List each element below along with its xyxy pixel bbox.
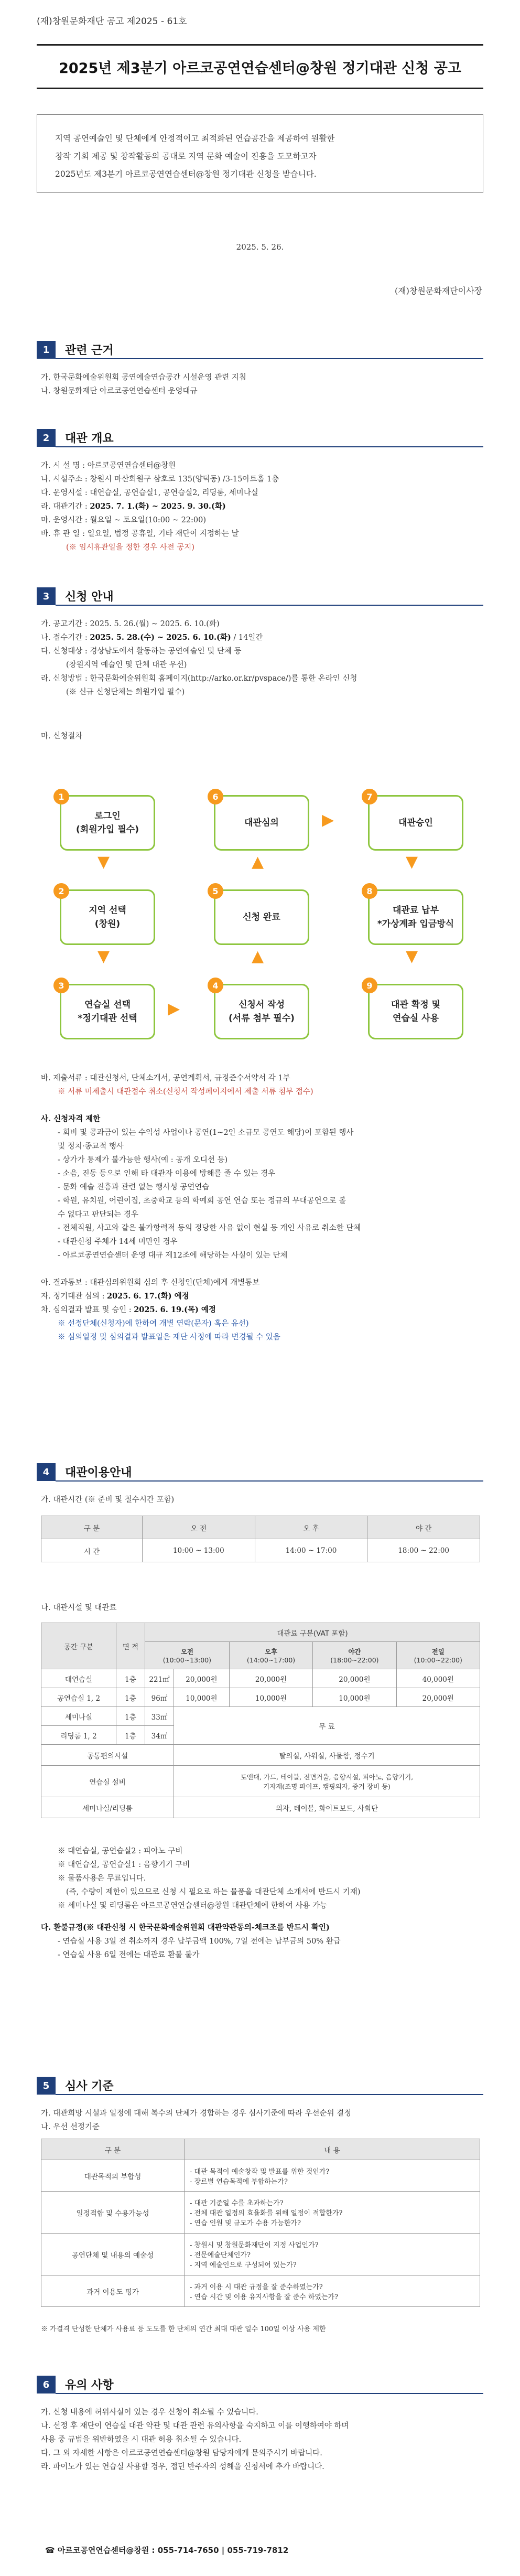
step-number: 5 [208,883,223,899]
text-line: 가. 한국문화예술위원회 공연예술연습공간 시설운영 관련 지침 [41,373,246,382]
rental-period-line [41,500,226,511]
table-cell: 탈의실, 사워실, 사물함, 정수기 [174,1745,480,1766]
arrow-down-icon: ▼ [406,853,418,871]
table-header-row [41,1516,480,1539]
table-cell: 공연단체 및 내용의 예술성 [41,2234,185,2276]
table-cell: 리딩룸 1, 2 [41,1726,116,1745]
table-cell: - 과거 이용 시 대관 규정을 잘 준수하였는가? - 연습 시간 및 이용 유지사항을 잘 준수 하였는가? [185,2276,480,2307]
flow-step-9: 대관 확정 및 연습실 사용 [368,984,463,1039]
intro-line-1: 지역 공연예술인 및 단체에게 안정적이고 최적화된 연습공간을 제공하여 원활한 [55,134,335,143]
table-row [41,1797,480,1818]
section-2-header [37,429,483,447]
label: 나. 접수기간 : [41,634,90,642]
text-line: 나. 창원문화재단 아르코공연연습센터 운영대규 [41,387,198,395]
text-line: (창원지역 예술인 및 단체 대관 우선) [66,661,187,669]
criteria-table [41,2139,480,2307]
section-title: 대관이용안내 [56,1463,483,1482]
flow-step-6: 대관심의 [214,795,309,851]
table-cell: 96㎡ [145,1688,174,1707]
text-line: 나. 선정 후 재단이 연습실 대관 약관 및 대관 관련 유의사항을 숙지하고 이를 이행하여야 하며 [41,2422,349,2430]
table-cell: 토앤대, 가드, 테이블, 전면거울, 음향시설, 피아노, 음향기기, 기자재(조명 파이프, 캠핑의자, 중거 장비 등) [174,1766,480,1797]
section-number: 6 [37,2376,56,2393]
table-cell: 1층 [116,1688,145,1707]
refund-item: - 연습실 사용 3일 전 취소까지 경우 납부금액 100%, 7일 전에는 납부금의 50% 환급 [58,1937,341,1946]
step-number: 2 [53,883,69,899]
note-line: ※ 가결격 단성한 단체가 사용료 등 도도를 한 단체의 연간 최대 대관 일수 100일 이상 사용 제한 [41,2325,326,2333]
table-row [41,1539,480,1562]
table-header: 구 분 [41,1516,143,1539]
table-row [41,2276,480,2307]
flow-step-4: 신청서 작성 (서류 첨부 필수) [214,984,309,1039]
text-line: 다. 신청대상 : 경상남도에서 활동하는 공연예술인 및 단체 등 [41,647,242,656]
announce-date-line: 차. 심의결과 발표 및 승인 : 2025. 6. 19.(목) 예정 [41,1305,216,1314]
section-title: 유의 사항 [56,2375,483,2394]
refund-title: 다. 환불규정(※ 대관신청 시 한국문화예술위원회 대관약관동의-체크조를 반드시 확인) [41,1923,330,1932]
section-title: 심사 기준 [56,2076,483,2095]
free-cell: 무 료 [174,1707,480,1745]
table-cell: 10,000원 [229,1688,312,1707]
text-line: 다. 그 외 자세한 사항은 아르코공연연습센터@창원 담당자에게 문의주시기 바랍니다. [41,2449,322,2457]
restriction-item: - 대관신청 주체가 14세 미만인 경우 [58,1238,178,1246]
flow-step-7: 대관승인 [368,795,463,851]
table-row [41,2160,480,2192]
flow-step-5: 신청 완료 [214,889,309,945]
arrow-down-icon: ▼ [98,947,110,965]
table-header: 오 전 [143,1516,255,1539]
section-3-header [37,587,483,605]
text-line: 바. 제출서류 : 대관신청서, 단체소개서, 공연계획서, 규정준수서약서 각 1부 [41,1074,290,1082]
application-period-line [41,631,263,642]
table-header: 공간 구분 [41,1623,116,1669]
table-cell: - 대관 목적이 예술창작 및 발표를 위한 것인가? - 장르별 연습목적에 부합하는가? [185,2160,480,2192]
text-line: 라. 파이노가 있는 연습실 사용할 경우, 접던 반주자의 성해을 신청서에 추가 바랍니다. [41,2463,324,2471]
notice-date: 2025. 5. 26. [236,242,284,252]
flow-step-1: 로그인 (회원가입 필수) [60,795,155,851]
title-box [37,44,483,89]
restriction-item: 및 정치·종교적 행사 [58,1142,124,1151]
section-6-header [37,2376,483,2393]
section-number: 5 [37,2077,56,2095]
label: 라. 대관기간 : [41,502,90,511]
text-line: 가. 대관희망 시설과 일정에 대해 복수의 단체가 경합하는 경우 심사기준에 따라 우선순위 결정 [41,2109,352,2118]
text-line: 다. 운영시설 : 대연습실, 공연습실1, 공연습실2, 리딩룸, 세미나실 [41,489,258,497]
section-number: 4 [37,1463,56,1481]
section-title: 관련 근거 [56,340,483,359]
flow-label: 마. 신청절차 [41,732,83,740]
arrow-down-icon: ▼ [406,947,418,965]
table-row [41,1745,480,1766]
table-cell: 세미나실/리딩룸 [41,1797,174,1818]
arrow-down-icon: ▼ [98,853,110,871]
section-number: 3 [37,587,56,605]
table-cell: 시 간 [41,1539,143,1562]
table-cell: 대연습실 [41,1669,116,1688]
table-header: 내 용 [185,2139,480,2160]
section-title: 신청 안내 [56,587,483,606]
section-title: 대관 개요 [56,428,483,447]
table-cell: 1층 [116,1707,145,1726]
table-header: 구 분 [41,2139,185,2160]
text-line: 가. 대관시간 (※ 준비 및 철수시간 포함) [41,1496,175,1504]
table-cell: 221㎡ [145,1669,174,1688]
table-cell: 34㎡ [145,1726,174,1745]
step-number: 8 [362,883,377,899]
text-line: 가. 공고기간 : 2025. 5. 26.(월) ~ 2025. 6. 10.(화) [41,620,220,628]
table-header: 오후 (14:00~17:00) [229,1642,312,1669]
restriction-title: 사. 신청자격 제한 [41,1114,101,1123]
intro-box [37,114,483,193]
table-row [41,2192,480,2234]
section-4-header [37,1463,483,1481]
text-line: (※ 신규 신청단체는 회원가입 필수) [66,688,185,696]
text-line: 나. 대관시설 및 대관료 [41,1604,117,1612]
table-cell: - 창원시 및 창원문화재단이 지정 사업인가? - 전문예술단체인가? - 지역 예술인으로 구성되어 있는가? [185,2234,480,2276]
note-line: ※ 물품사용은 무료입니다. [58,1874,146,1883]
restriction-item: - 학원, 유치원, 어린이집, 초중학교 등의 학예회 공연 연습 또는 정규의 무대공연으로 볼 [58,1197,346,1205]
table-row [41,1766,480,1797]
note-line: ※ 서류 미제출시 대관접수 취소(신청서 작성페이지에서 제출 서류 첨부 접수) [58,1088,313,1096]
note-line: (※ 임시휴관일을 정한 경우 사전 공지) [66,543,194,552]
table-cell: 연습실 설비 [41,1766,174,1797]
restriction-item: - 아르코공연연습센터 운영 대규 제12조에 해당하는 사실이 있는 단체 [58,1251,288,1260]
note-line: ※ 세미나실 및 리딩룸은 아르코공연연습센터@창원 대관단체에 한하여 사용 가능 [58,1902,328,1910]
note-line: ※ 대연습실, 공연습실1 : 음향기기 구비 [58,1861,190,1869]
arrow-up-icon: ▲ [252,947,264,965]
table-header: 대관료 구분(VAT 포함) [145,1623,480,1642]
time-table [41,1516,480,1562]
rental-period: 2025. 7. 1.(화) ~ 2025. 9. 30.(화) [90,502,226,511]
text-line: 바. 휴 관 일 : 일요일, 법정 공휴일, 기타 재단이 지정하는 날 [41,530,239,538]
note-line: ※ 대연습실, 공연습실2 : 피아노 구비 [58,1847,183,1855]
table-header-row [41,1623,480,1642]
table-cell: 세미나실 [41,1707,116,1726]
section-number: 2 [37,429,56,447]
text-line: 마. 운영시간 : 월요일 ~ 토요일(10:00 ~ 22:00) [41,516,207,524]
intro-line-2: 창작 기회 제공 및 창작활동의 공대로 지역 문화 예술이 진흥을 도모하고자 [55,152,317,161]
notice-number: (재)창원문화재단 공고 제2025 - 61호 [37,16,187,27]
restriction-item: 수 없다고 판단되는 경우 [58,1210,138,1219]
table-cell: 20,000원 [174,1669,230,1688]
text-line: 라. 신청방법 : 한국문화예술위원회 홈페이지(http://arko.or.kr/pvspace/)를 통한 온라인 신청 [41,674,358,683]
table-cell: 공연습실 1, 2 [41,1688,116,1707]
arrow-right-icon: ▶ [168,1000,180,1018]
table-cell: 일정적합 및 수용가능성 [41,2192,185,2234]
text-line: 가. 시 설 명 : 아르코공연연습센터@창원 [41,461,176,470]
step-number: 6 [208,789,223,804]
table-header: 전일 (10:00~22:00) [396,1642,480,1669]
section-1-header [37,341,483,359]
table-cell: 20,000원 [313,1669,396,1688]
step-number: 1 [53,789,69,804]
table-cell: 공통편의시설 [41,1745,174,1766]
text-line: 나. 우선 선정기준 [41,2123,100,2131]
step-number: 9 [362,978,377,993]
duration: / 14일간 [231,634,263,642]
table-header: 면 적 [116,1623,145,1669]
text-line: 나. 시설주소 : 창원시 마산회원구 삼호로 135(양덕동) /3-15아트홀 1층 [41,475,279,484]
refund-item: - 연습실 사용 6일 전에는 대관료 환불 불가 [58,1951,200,1959]
table-header: 야간 (18:00~22:00) [313,1642,396,1669]
table-header: 오 후 [255,1516,367,1539]
contact-phone: ☎ 아르코공연연습센터@창원 : 055-714-7650 | 055-719-7812 [45,2546,289,2555]
flow-step-3: 연습실 선택 *정기대관 선택 [60,984,155,1039]
intro-line-3: 2025년도 제3분기 아르코공연연습센터@창원 정기대관 신청을 받습니다. [55,169,317,179]
restriction-item: - 회비 및 공과금이 있는 수익성 사업이나 공연(1~2인 소규모 공연도 해당)이 포함된 행사 [58,1129,354,1137]
table-cell: 의자, 테이블, 화이트보드, 사회단 [174,1797,480,1818]
step-number: 7 [362,789,377,804]
step-number: 4 [208,978,223,993]
table-row [41,1669,480,1688]
table-header-row [41,2139,480,2160]
fee-table [41,1623,480,1818]
restriction-item: - 상가가 통제가 불가능한 행사(예 : 공개 오디션 등) [58,1156,228,1164]
table-cell: 10,000원 [313,1688,396,1707]
restriction-item: - 문화 예술 진흥과 관련 없는 행사성 공연연습 [58,1183,210,1192]
review-date-line: 자. 정기대관 심의 : 2025. 6. 17.(화) 예정 [41,1292,189,1301]
table-header: 오전 (10:00~13:00) [145,1642,230,1669]
table-cell: 10,000원 [174,1688,230,1707]
table-header: 야 간 [367,1516,480,1539]
flow-step-8: 대관료 납부 *가상계좌 입금방식 [368,889,463,945]
note-line: ※ 선정단체(신청자)에 한하여 개별 연락(문자) 혹은 유선) [58,1319,249,1328]
table-cell: 과거 이용도 평가 [41,2276,185,2307]
restriction-item: - 전체직원, 사고와 같은 불가항력적 등의 정당한 사유 없이 현실 등 개인 사유로 취소한 단체 [58,1224,361,1232]
page-title: 2025년 제3분기 아르코공연연습센터@창원 정기대관 신청 공고 [59,60,461,77]
arrow-up-icon: ▲ [252,853,264,871]
table-cell: - 대관 기준일 수를 초과하는가? - 전체 대관 일정의 효율화를 위해 일정이 적합한가? - 연습 인원 및 규모가 수용 가능한가? [185,2192,480,2234]
table-cell: 1층 [116,1669,145,1688]
note-line: (즉, 수량이 제한이 있으므로 신청 시 필요로 하는 물품을 대관단체 소개서에 반드시 기재) [66,1888,361,1896]
table-cell: 33㎡ [145,1707,174,1726]
flow-step-2: 지역 선택 (창원) [60,889,155,945]
table-cell: 18:00 ~ 22:00 [367,1539,480,1562]
note-line: ※ 심의일정 및 심의결과 발표일은 재단 사정에 따라 변경될 수 있음 [58,1333,280,1341]
section-number: 1 [37,341,56,359]
text-line: 가. 신청 내용에 허위사실이 있는 경우 신청이 취소될 수 있습니다. [41,2408,258,2417]
procedure-flowchart [50,787,470,1059]
table-cell: 10:00 ~ 13:00 [143,1539,255,1562]
table-cell: 1층 [116,1726,145,1745]
issuer: (재)창원문화재단이사장 [394,286,482,296]
section-5-header [37,2077,483,2095]
table-cell: 14:00 ~ 17:00 [255,1539,367,1562]
application-period: 2025. 5. 28.(수) ~ 2025. 6. 10.(화) [90,633,231,642]
table-row [41,2234,480,2276]
text-line: 사용 중 규범을 위반하였을 시 대관 허용 취소될 수 있습니다. [41,2435,242,2444]
text-line: 아. 결과통보 : 대관심의위원회 심의 후 신청인(단체)에게 개별통보 [41,1279,260,1287]
table-cell: 20,000원 [396,1688,480,1707]
table-cell: 40,000원 [396,1669,480,1688]
arrow-right-icon: ▶ [322,811,334,829]
table-cell: 20,000원 [229,1669,312,1688]
table-cell: 대관목적의 부합성 [41,2160,185,2192]
restriction-item: - 소음, 진동 등으로 인해 타 대관자 이용에 방해를 줄 수 있는 경우 [58,1169,275,1178]
table-row [41,1688,480,1707]
table-row [41,1707,480,1726]
step-number: 3 [53,978,69,993]
